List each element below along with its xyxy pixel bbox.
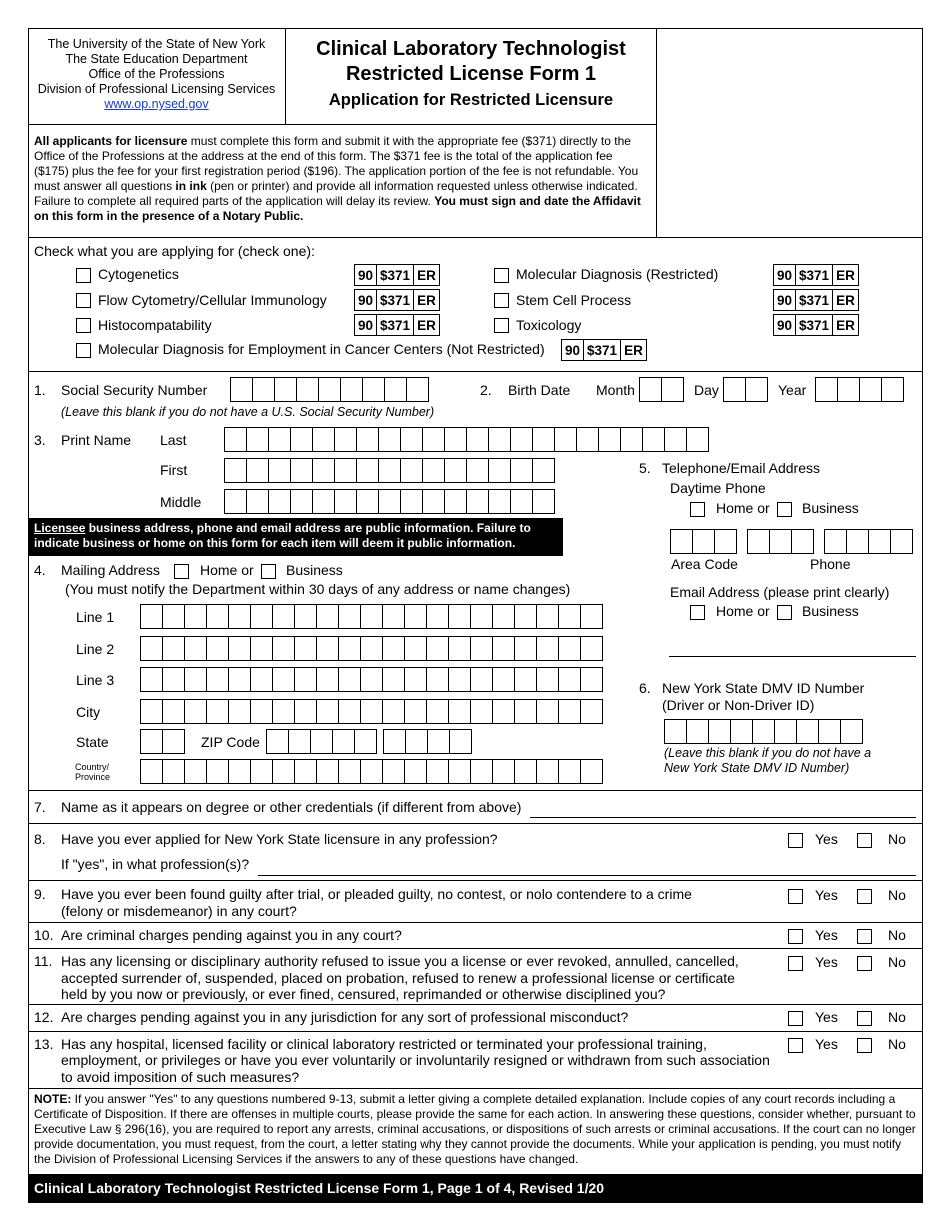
divider [28, 823, 923, 824]
q10-no-checkbox[interactable] [857, 929, 872, 944]
q7-input[interactable] [530, 817, 916, 818]
q13-text-2: employment, or privileges or have you ever voluntarily or involuntarily resigned or withdrawn from such association [61, 1052, 770, 1068]
yes-label: Yes [815, 1036, 838, 1052]
fee-code: 90 [355, 315, 377, 335]
intro-text-2: (pen or printer) and provide all information requested unless otherwise indicated. Failure to complete all required parts of the application will delay its review. [34, 179, 638, 208]
phone-home-checkbox[interactable] [690, 502, 705, 517]
year-label: Year [778, 382, 807, 398]
fee-box [354, 314, 440, 336]
note-paragraph [34, 1092, 918, 1167]
q11-text-3: held by you now or previously, or ever fined, censured, reprimanded or otherwise disciplined you? [61, 986, 666, 1002]
org-line: The University of the State of New York [47, 37, 266, 51]
footer-text: Clinical Laboratory Technologist Restricted License Form 1, Page 1 of 4, Revised 1/20 [34, 1180, 605, 1196]
fee-amount: $371 [377, 315, 414, 335]
checkbox-flow-cytometry[interactable] [76, 293, 91, 308]
q9-number: 9. [34, 886, 46, 902]
footer-bar [28, 1174, 923, 1203]
country-label-1: Country/ [75, 762, 110, 772]
title-block [286, 37, 656, 114]
fee-er: ER [624, 342, 643, 358]
option-label: Flow Cytometry/Cellular Immunology [98, 292, 327, 308]
country-label-2: Province [75, 772, 111, 782]
zip-ext-input[interactable] [383, 729, 472, 754]
q9-no-checkbox[interactable] [857, 889, 872, 904]
email-input[interactable] [669, 656, 916, 657]
first-name-input[interactable] [224, 458, 555, 483]
divider [656, 28, 657, 237]
first-name-label: First [160, 462, 188, 478]
phone-label: Phone [810, 556, 851, 572]
q11-number: 11. [34, 953, 53, 969]
fee-amount: $371 [377, 290, 414, 310]
line3-label: Line 3 [76, 672, 115, 688]
q9-text-1: Have you ever been found guilty after trial, or pleaded guilty, no contest, or nolo contendere to a crime [61, 886, 692, 902]
fee-amount: $371 [796, 315, 833, 335]
q8-yes-checkbox[interactable] [788, 833, 803, 848]
q8-followup: If "yes", in what profession(s)? [61, 856, 250, 872]
q12-no-checkbox[interactable] [857, 1011, 872, 1026]
q8-profession-input[interactable] [258, 875, 916, 876]
checkbox-molecular-cancer[interactable] [76, 343, 91, 358]
q8-number: 8. [34, 831, 46, 847]
q6-note-2: New York State DMV ID Number) [664, 761, 850, 775]
middle-name-input[interactable] [224, 489, 555, 514]
checkbox-toxicology[interactable] [494, 318, 509, 333]
mail-home-checkbox[interactable] [174, 564, 189, 579]
divider [28, 922, 923, 923]
ssn-input[interactable] [230, 377, 429, 402]
org-line: Division of Professional Licensing Services [37, 82, 276, 96]
q10-text: Are criminal charges pending against you in any court? [61, 927, 402, 943]
business-label: Business [802, 500, 859, 516]
q8-text: Have you ever applied for New York State licensure in any profession? [61, 831, 498, 847]
q4-number: 4. [34, 562, 46, 578]
q6-note [664, 746, 871, 776]
q7-number: 7. [34, 799, 46, 815]
applying-prompt: Check what you are applying for (check one): [34, 243, 315, 259]
business-label: Business [286, 562, 343, 578]
checkbox-histocompatability[interactable] [76, 318, 91, 333]
home-or-label: Home or [200, 562, 254, 578]
q9-yes-checkbox[interactable] [788, 889, 803, 904]
email-label: Email Address (please print clearly) [670, 584, 890, 600]
divider [28, 237, 923, 238]
public-notice-text: business address, phone and email address are public information. Failure to indicate business or home on this form for each item will deem it public information. [34, 521, 531, 550]
form-title: Clinical Laboratory Technologist [316, 38, 626, 60]
state-label: State [76, 734, 109, 750]
mail-business-checkbox[interactable] [261, 564, 276, 579]
public-info-notice [29, 518, 563, 556]
option-label: Histocompatability [98, 317, 212, 333]
intro-paragraph [34, 134, 650, 224]
q11-no-checkbox[interactable] [857, 956, 872, 971]
q7-text: Name as it appears on degree or other credentials (if different from above) [61, 799, 522, 815]
q6-note-1: (Leave this blank if you do not have a [664, 746, 872, 760]
address-line2-input[interactable] [140, 636, 603, 661]
day-label: Day [694, 382, 719, 398]
fee-amount: $371 [377, 265, 414, 285]
form-subtitle: Application for Restricted Licensure [328, 91, 614, 109]
intro-bold-ink: in ink [175, 179, 207, 193]
q2-number: 2. [480, 382, 492, 398]
country-input[interactable] [140, 759, 603, 784]
fee-box [773, 264, 859, 286]
home-or-label: Home or [716, 603, 770, 619]
fee-box [561, 339, 647, 361]
zip-label: ZIP Code [201, 734, 260, 750]
checkbox-stem-cell[interactable] [494, 293, 509, 308]
q10-yes-checkbox[interactable] [788, 929, 803, 944]
fee-box [354, 289, 440, 311]
org-line: Office of the Professions [88, 67, 225, 81]
licensee-word: Licensee [34, 521, 86, 535]
yes-label: Yes [815, 927, 838, 943]
phone-business-checkbox[interactable] [777, 502, 792, 517]
country-label [75, 762, 110, 782]
divider [28, 880, 923, 881]
line1-label: Line 1 [76, 609, 115, 625]
birth-year-input[interactable] [815, 377, 904, 402]
website-link[interactable]: www.op.nysed.gov [104, 97, 209, 111]
checkbox-molecular-diagnosis[interactable] [494, 268, 509, 283]
state-input[interactable] [140, 729, 185, 754]
org-block [29, 37, 284, 112]
fee-er: ER [836, 317, 855, 333]
fee-code: 90 [774, 315, 796, 335]
yes-label: Yes [815, 954, 838, 970]
fee-code: 90 [355, 265, 377, 285]
intro-bold: All applicants for licensure [34, 134, 188, 148]
fee-code: 90 [774, 290, 796, 310]
address-line3-input[interactable] [140, 667, 603, 692]
fee-er: ER [417, 267, 436, 283]
q6-number: 6. [639, 680, 651, 696]
q1-label: Social Security Number [61, 382, 208, 398]
q3-label: Print Name [61, 432, 132, 448]
intro-bold-end: You must sign and date the Affidavit on this form in the presence of a Notary Public. [34, 194, 641, 223]
email-business-checkbox[interactable] [777, 605, 792, 620]
divider [28, 1088, 923, 1089]
email-home-checkbox[interactable] [690, 605, 705, 620]
q1-note: (Leave this blank if you do not have a U.S. Social Security Number) [61, 405, 435, 419]
fee-er: ER [417, 317, 436, 333]
yes-label: Yes [815, 1009, 838, 1025]
q1-number: 1. [34, 382, 46, 398]
line2-label: Line 2 [76, 641, 115, 657]
intro-text: must complete this form and submit it with the appropriate fee ($371) directly to the Office of the Professions at the address at the end of this form. The $371 fee is the total of the application fee ($175) plus the fee for your first registration period ($196). The application portion of the fee is not refundable. You must answer all questions [34, 134, 639, 193]
birth-month-input[interactable] [639, 377, 684, 402]
city-label: City [76, 704, 101, 720]
phone-line-input[interactable] [824, 529, 913, 554]
q11-yes-checkbox[interactable] [788, 956, 803, 971]
no-label: No [888, 1009, 906, 1025]
form-title-2: Restricted License Form 1 [345, 63, 597, 85]
q13-text-1: Has any hospital, licensed facility or clinical laboratory restricted or terminated your professional training, [61, 1036, 707, 1052]
q6-label-2: (Driver or Non-Driver ID) [662, 697, 815, 713]
fee-er: ER [836, 267, 855, 283]
divider [28, 124, 656, 125]
fee-amount: $371 [584, 340, 621, 360]
checkbox-cytogenetics[interactable] [76, 268, 91, 283]
divider [28, 790, 923, 791]
area-code-input[interactable] [670, 529, 737, 554]
q12-number: 12. [34, 1009, 54, 1025]
daytime-phone-label: Daytime Phone [670, 480, 766, 496]
fee-amount: $371 [796, 290, 833, 310]
fee-er: ER [417, 292, 436, 308]
fee-box [773, 314, 859, 336]
no-label: No [888, 1036, 906, 1052]
address-line1-input[interactable] [140, 604, 603, 629]
yes-label: Yes [815, 831, 838, 847]
option-label: Cytogenetics [98, 266, 179, 282]
zip-input[interactable] [266, 729, 377, 754]
q4-note: (You must notify the Department within 30 days of any address or name changes) [65, 581, 571, 597]
fee-code: 90 [774, 265, 796, 285]
q6-label: New York State DMV ID Number [662, 680, 865, 696]
q9-text-2: (felony or misdemeanor) in any court? [61, 903, 297, 919]
fee-box [773, 289, 859, 311]
note-text: If you answer "Yes" to any questions numbered 9-13, submit a letter giving a complete detailed explanation. Include copies of any court records including a Certificate of Disposition. If there are offenses in multiple courts, please provide the same for each action. In answering these questions, consider whether, pursuant to Executive Law § 296(16), you are required to report any arrests, criminal accusations, or dispositions of such arrests or criminal accusations. If the court can no longer provide documentation, you must request, from the court, a letter stating why they cannot provide the documents. While your application is pending, you must notify the Division of Professional Licensing Services if the answers to any of these questions have changed. [34, 1092, 916, 1166]
fee-code: 90 [562, 340, 584, 360]
org-line: The State Education Department [65, 52, 248, 66]
option-label: Molecular Diagnosis (Restricted) [516, 266, 719, 282]
q10-number: 10. [34, 927, 54, 943]
middle-name-label: Middle [160, 494, 202, 510]
area-code-label: Area Code [671, 556, 738, 572]
option-label: Toxicology [516, 317, 582, 333]
no-label: No [888, 954, 906, 970]
option-label: Stem Cell Process [516, 292, 632, 308]
q13-yes-checkbox[interactable] [788, 1038, 803, 1053]
q3-number: 3. [34, 432, 46, 448]
home-or-label: Home or [716, 500, 770, 516]
q13-no-checkbox[interactable] [857, 1038, 872, 1053]
q11-text-1: Has any licensing or disciplinary authority refused to issue you a license or ever revoked, annulled, cancelled, [61, 953, 739, 969]
q2-label: Birth Date [508, 382, 571, 398]
no-label: No [888, 831, 906, 847]
fee-box [354, 264, 440, 286]
note-label: NOTE: [34, 1092, 72, 1106]
month-label: Month [596, 382, 635, 398]
last-name-input[interactable] [224, 427, 709, 452]
fee-amount: $371 [796, 265, 833, 285]
divider [28, 371, 923, 372]
dmv-id-input[interactable] [664, 719, 863, 744]
q12-text: Are charges pending against you in any jurisdiction for any sort of professional misconduct? [61, 1009, 629, 1025]
q5-label: Telephone/Email Address [662, 460, 820, 476]
divider [28, 1031, 923, 1032]
no-label: No [888, 927, 906, 943]
business-label: Business [802, 603, 859, 619]
city-input[interactable] [140, 699, 603, 724]
birth-day-input[interactable] [723, 377, 768, 402]
divider [28, 948, 923, 949]
fee-er: ER [836, 292, 855, 308]
yes-label: Yes [815, 887, 838, 903]
phone-prefix-input[interactable] [747, 529, 814, 554]
option-label: Molecular Diagnosis for Employment in Cancer Centers (Not Restricted) [98, 341, 545, 357]
last-name-label: Last [160, 432, 187, 448]
fee-code: 90 [355, 290, 377, 310]
q4-label: Mailing Address [61, 562, 160, 578]
q13-number: 13. [34, 1036, 54, 1052]
q13-text-3: to avoid imposition of such measures? [61, 1069, 300, 1085]
q5-number: 5. [639, 460, 651, 476]
q11-text-2: accepted surrender of, suspended, placed on probation, refused to renew a professional license or certificate [61, 970, 735, 986]
no-label: No [888, 887, 906, 903]
q12-yes-checkbox[interactable] [788, 1011, 803, 1026]
divider [28, 1004, 923, 1005]
q8-no-checkbox[interactable] [857, 833, 872, 848]
